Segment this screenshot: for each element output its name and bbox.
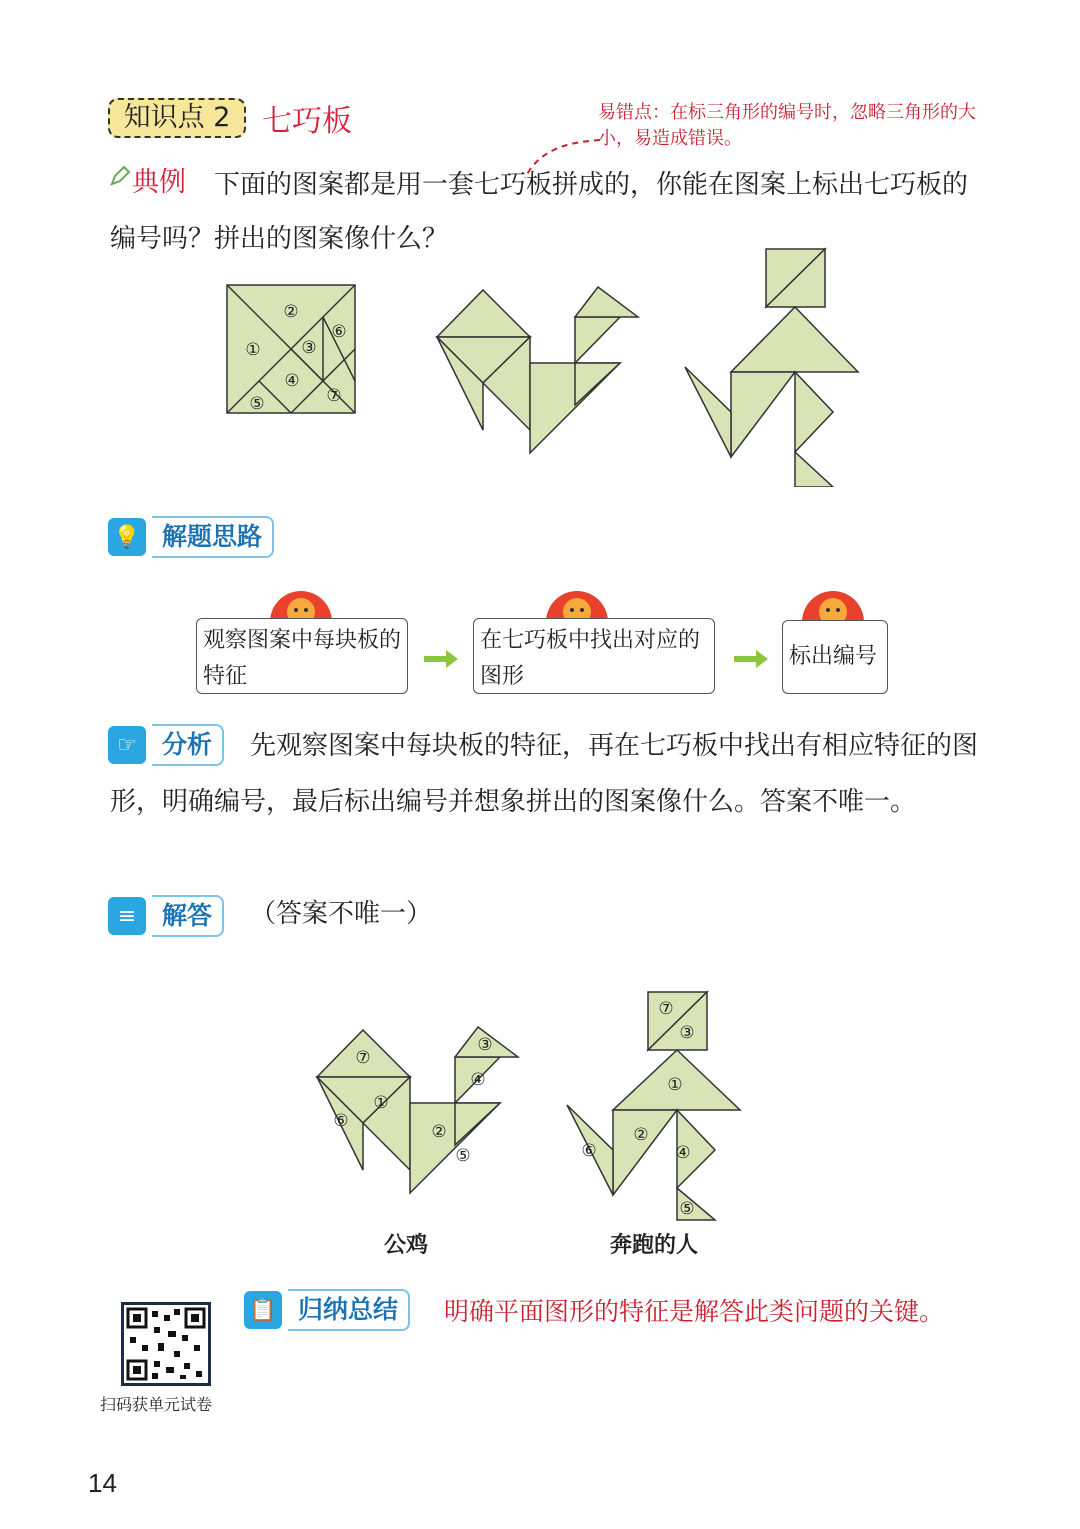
square-label-5: ⑤ (249, 394, 265, 414)
flow-step-3: 标出编号 (782, 620, 888, 694)
clipboard-icon: 📋 (244, 1291, 282, 1329)
qr-pattern (124, 1305, 208, 1383)
rooster-caption: 公鸡 (384, 1233, 429, 1258)
tangram-square (225, 283, 357, 415)
lightbulb-icon: 💡 (108, 518, 146, 556)
rooster-label-2: ② (431, 1122, 447, 1142)
rooster-label-1: ① (373, 1093, 389, 1113)
flow-step-1: 观察图案中每块板的特征 (196, 618, 408, 694)
example-question: 下面的图案都是用一套七巧板拼成的，你能在图案上标出七巧板的编号吗？拼出的图案像什么？ (110, 170, 969, 254)
runner-label-6: ⑥ (581, 1141, 597, 1161)
answer-label: 解答 (152, 895, 224, 937)
qr-caption: 扫码获单元试卷 (100, 1395, 213, 1414)
example-label: 典例 (132, 167, 186, 198)
summary-text: 明确平面图形的特征是解答此类问题的关键。 (444, 1297, 945, 1326)
rooster-label-3: ③ (477, 1035, 493, 1055)
summary-badge (244, 1290, 410, 1330)
thinking-badge (108, 517, 274, 557)
rooster-label-6: ⑥ (333, 1111, 349, 1131)
square-label-6: ⑥ (331, 322, 347, 342)
scroll-icon: ≡ (108, 897, 146, 935)
answer-badge (108, 896, 224, 936)
analysis-text: 先观察图案中每块板的特征，再在七巧板中找出有相应特征的图形，明确编号，最后标出编号并想象拼出的图案像什么。答案不唯一。 (110, 731, 979, 817)
runner-label-5: ⑤ (679, 1199, 695, 1219)
runner-caption: 奔跑的人 (610, 1233, 699, 1258)
summary-label: 归纳总结 (288, 1289, 410, 1331)
flow-step-2: 在七巧板中找出对应的图形 (473, 618, 715, 694)
rooster-label-4: ④ (470, 1070, 486, 1090)
runner-answer (565, 990, 745, 1222)
square-label-1: ① (245, 340, 261, 360)
pointing-hand-icon: ☞ (108, 726, 146, 764)
arrow-right-icon (424, 650, 458, 668)
runner-label-2: ② (633, 1125, 649, 1145)
rooster-label-7: ⑦ (355, 1048, 371, 1068)
rooster-label-5: ⑤ (455, 1146, 471, 1166)
rooster-answer (315, 1025, 525, 1195)
square-label-2: ② (283, 302, 299, 322)
runner-label-1: ① (667, 1075, 683, 1095)
answer-text: （答案不唯一） (250, 899, 433, 929)
knowledge-point-tag: 知识点 2 (108, 98, 246, 138)
runner-label-7: ⑦ (658, 999, 674, 1019)
square-label-3: ③ (301, 338, 317, 358)
analysis-label: 分析 (152, 724, 224, 766)
runner-label-3: ③ (679, 1023, 695, 1043)
thinking-label: 解题思路 (152, 516, 274, 558)
error-note: 易错点：在标三角形的编号时，忽略三角形的大小，易造成错误。 (598, 102, 976, 149)
runner-outline (683, 247, 863, 487)
page-number: 14 (88, 1468, 117, 1498)
topic-title: 七巧板 (262, 104, 352, 139)
rooster-outline (435, 285, 645, 455)
square-label-4: ④ (284, 371, 300, 391)
arrow-right-icon (734, 650, 768, 668)
runner-label-4: ④ (675, 1143, 691, 1163)
qr-code[interactable] (121, 1302, 211, 1386)
square-label-7: ⑦ (326, 386, 342, 406)
